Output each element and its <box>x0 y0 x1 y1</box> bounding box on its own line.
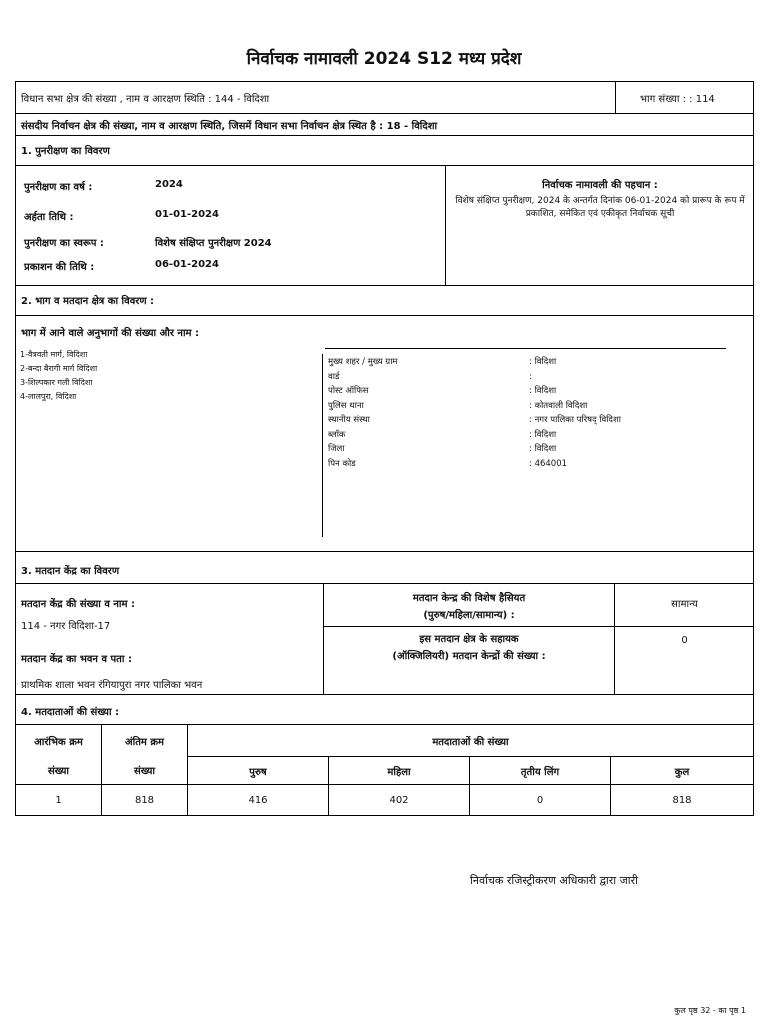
table-row <box>16 757 754 785</box>
special-status-value: सामान्य <box>671 599 698 610</box>
location-value: : विदिशा <box>529 444 557 454</box>
location-label: ब्लॉक <box>328 429 346 440</box>
female-count: 402 <box>329 785 470 816</box>
location-label: पिन कोड <box>328 458 356 469</box>
location-label: मुख्य शहर / मुख्य ग्राम <box>328 357 398 367</box>
location-value: : विदिशा <box>529 357 557 367</box>
table-row <box>16 725 754 757</box>
issued-by: निर्वाचक रजिस्ट्रीकरण अधिकारी द्वारा जारी <box>470 874 638 887</box>
col-end-header-1: अंतिम क्रम <box>102 725 188 757</box>
assembly-label: विधान सभा क्षेत्र की संख्या , नाम व आरक्षण स्थिति : 144 - विदिशा <box>21 94 270 105</box>
list-item: 1-वैत्रवती मार्ग, विदिशा <box>20 350 88 359</box>
publication-date-label: प्रकाशन की तिथि : <box>24 262 95 273</box>
table-row <box>328 457 621 472</box>
table-row <box>328 384 621 399</box>
table-row <box>16 785 754 816</box>
col-total-header: कुल <box>611 757 754 785</box>
col-start-header-1: आरंभिक क्रम <box>16 725 102 757</box>
list-item: 2-बन्दा बैरागी मार्ग विदिशा <box>20 364 98 373</box>
aux-stations-value: 0 <box>681 635 688 646</box>
male-count: 416 <box>188 785 329 816</box>
section3-heading: 3. मतदान केंद्र का विवरण <box>21 566 120 577</box>
building-label: मतदान केंद्र का भवन व पता : <box>21 654 132 665</box>
section1-heading: 1. पुनरीक्षण का विवरण <box>21 146 110 157</box>
location-value: : विदिशा <box>529 429 557 440</box>
location-label: स्थानीय संस्था <box>328 415 370 425</box>
page-title: निर्वाचक नामावली 2024 S12 मध्य प्रदेश <box>246 49 522 69</box>
col-male-header: पुरुष <box>188 757 329 785</box>
qualifying-date-value: 01-01-2024 <box>155 209 219 220</box>
aux-stations-label-2: (ऑक्जिलियरी) मतदान केन्द्रों की संख्या : <box>392 651 546 662</box>
total-count: 818 <box>611 785 754 816</box>
parliamentary-label: संसदीय निर्वाचन क्षेत्र की संख्या, नाम व आरक्षण स्थिति, जिसमें विधान सभा निर्वाचन क्षेत्र स्थित है : 18 - विदिशा <box>21 121 438 132</box>
station-value: 114 - नगर विदिशा-17 <box>21 621 111 632</box>
location-value: : विदिशा <box>529 386 557 396</box>
table-row <box>328 399 621 414</box>
page-info: कुल पृष्ठ 32 - का पृष्ठ 1 <box>674 1006 746 1015</box>
revision-type-label: पुनरीक्षण का स्वरूप : <box>24 238 104 249</box>
location-value: : नगर पालिका परिषद् विदिशा <box>529 415 621 425</box>
section4-heading: 4. मतदाताओं की संख्या : <box>21 707 120 718</box>
table-row <box>328 413 621 428</box>
section3-heading-row <box>15 551 754 584</box>
publication-date-value: 06-01-2024 <box>155 259 219 270</box>
voters-table <box>15 724 754 816</box>
list-item: 3-शिल्पकार गली विदिशा <box>20 378 93 387</box>
table-row <box>328 442 621 457</box>
special-status-label-2: (पुरुष/महिला/सामान्य) : <box>423 610 515 621</box>
location-value: : 464001 <box>529 458 568 469</box>
col-third-header: तृतीय लिंग <box>470 757 611 785</box>
location-value: : कोतवाली विदिशा <box>529 400 588 411</box>
special-status-label-1: मतदान केन्द्र की विशेष हैसियत <box>412 593 526 604</box>
start-serial: 1 <box>16 785 102 816</box>
identification-text: विशेष संक्षिप्त पुनरीक्षण, 2024 के अन्तर्गत दिनांक 06-01-2024 को प्रारूप के रूप में प्रकाशित, समेकित एवं एकीकृत निर्वाचक सूची <box>455 196 745 219</box>
location-label: पुलिस थाना <box>328 400 364 411</box>
col-voters-header: मतदाताओं की संख्या <box>188 725 754 757</box>
building-value: प्राथमिक शाला भवन रंगियापुरा नगर पालिका भवन <box>21 680 203 691</box>
section2-subheading: भाग में आने वाले अनुभागों की संख्या और नाम : <box>21 328 200 339</box>
location-label: पोस्ट ऑफिस <box>328 386 369 396</box>
col-end-header-2: संख्या <box>102 757 188 785</box>
location-value: : <box>529 371 532 382</box>
section-list <box>20 348 97 404</box>
location-label: वार्ड <box>328 371 340 382</box>
part-number: भाग संख्या : : 114 <box>640 94 715 105</box>
section1-heading-row <box>15 135 754 166</box>
section4-heading-row <box>15 694 754 725</box>
station-label: मतदान केंद्र की संख्या व नाम : <box>21 599 135 610</box>
location-table <box>328 355 621 471</box>
list-item: 4-लालपुरा, विदिशा <box>20 392 77 401</box>
table-row <box>328 428 621 443</box>
table-row <box>328 355 621 370</box>
end-serial: 818 <box>102 785 188 816</box>
revision-type-value: विशेष संक्षिप्त पुनरीक्षण 2024 <box>155 238 272 249</box>
section2-heading: 2. भाग व मतदान क्षेत्र का विवरण : <box>21 296 155 307</box>
col-female-header: महिला <box>329 757 470 785</box>
third-gender-count: 0 <box>470 785 611 816</box>
table-row <box>328 370 621 385</box>
location-label: जिला <box>328 444 345 454</box>
revision-year-label: पुनरीक्षण का वर्ष : <box>24 182 93 193</box>
col-start-header-2: संख्या <box>16 757 102 785</box>
revision-year-value: 2024 <box>155 179 183 190</box>
identification-title: निर्वाचक नामावली की पहचान : <box>542 180 658 191</box>
qualifying-date-label: अर्हता तिथि : <box>24 212 74 223</box>
aux-stations-label-1: इस मतदान क्षेत्र के सहायक <box>419 634 519 645</box>
